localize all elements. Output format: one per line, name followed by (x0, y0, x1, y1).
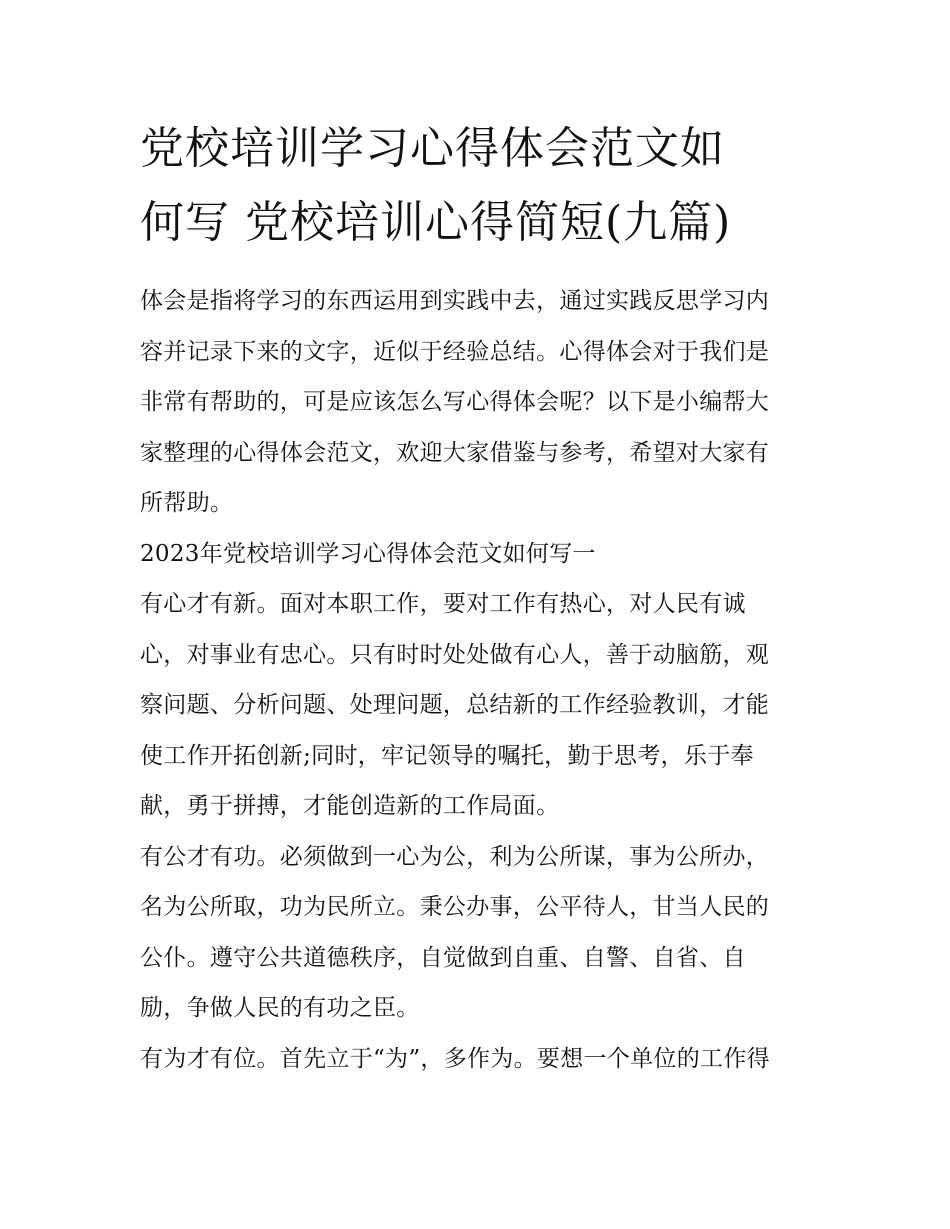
paragraph-1-line-5: 献，勇于拼搏，才能创造新的工作局面。 (140, 793, 560, 819)
title-line-2: 何写 党校培训心得简短(九篇) (140, 197, 732, 248)
paragraph-2-line-3: 公仆。遵守公共道德秩序，自觉做到自重、自警、自省、自 (140, 944, 746, 971)
title-line-1: 党校培训学习心得体会范文如 (140, 123, 725, 174)
intro-line-5: 所帮助。 (140, 490, 234, 516)
document-body (140, 276, 812, 1084)
intro-line-3: 非常有帮助的，可是应该怎么写心得体会呢？以下是小编帮大 (140, 389, 770, 415)
paragraph-2-line-2: 名为公所取，功为民所立。秉公办事，公平待人，甘当人民的 (140, 894, 770, 920)
document-title (140, 112, 812, 260)
section-heading: 2023年党校培训学习心得体会范文如何写一 (140, 540, 596, 567)
paragraph-3-line-1: 有为才有位。首先立于“为”，多作为。要想一个单位的工作得 (140, 1045, 770, 1072)
document-page (140, 112, 812, 1084)
paragraph-1-line-4: 使工作开拓创新;同时，牢记领导的嘱托，勤于思考，乐于奉 (140, 742, 754, 769)
paragraph-1-line-1: 有心才有新。面对本职工作，要对工作有热心，对人民有诚 (140, 591, 746, 617)
intro-line-2: 容并记录下来的文字，近似于经验总结。心得体会对于我们是 (140, 338, 770, 365)
paragraph-1-line-3: 察问题、分析问题、处理问题，总结新的工作经验教训，才能 (140, 692, 770, 718)
paragraph-2-line-1: 有公才有功。必须做到一心为公，利为公所谋，事为公所办， (140, 843, 770, 870)
intro-line-1: 体会是指将学习的东西运用到实践中去，通过实践反思学习内 (140, 288, 770, 314)
paragraph-2-line-4: 励，争做人民的有功之臣。 (140, 995, 420, 1021)
intro-line-4: 家整理的心得体会范文，欢迎大家借鉴与参考，希望对大家有 (140, 439, 770, 466)
paragraph-1-line-2: 心，对事业有忠心。只有时时处处做有心人，善于动脑筋，观 (140, 641, 770, 668)
